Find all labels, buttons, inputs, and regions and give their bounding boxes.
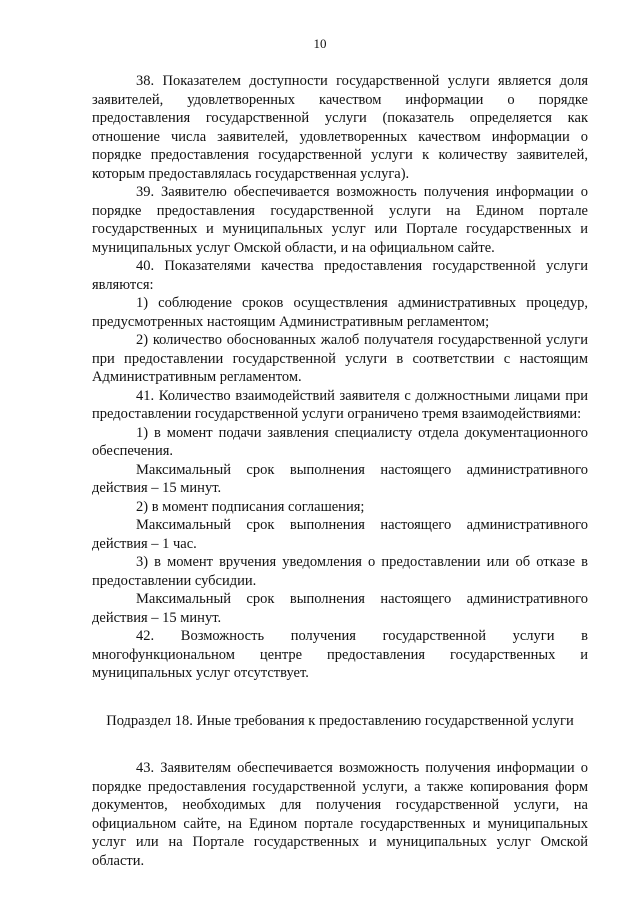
paragraph-41-item-2: 2) в момент подписания соглашения; xyxy=(136,498,365,515)
paragraph-42: 42. Возможность получения государственной услуги в многофункциональном центре предоставления государственных и муниципальных услуг отсутствует. xyxy=(92,628,588,681)
subsection-heading: Подраздел 18. Иные требования к предоставлению государственной услуги xyxy=(106,712,574,729)
paragraph-39: 39. Заявителю обеспечивается возможность получения информации о порядке предоставления государственной услуги на Едином портале государственных и муниципальных услуг или Портале государственных и муниципальных услуг Омской области, и на официальном сайте. xyxy=(92,184,588,256)
document-body xyxy=(92,72,588,870)
paragraph-41: 41. Количество взаимодействий заявителя с должностными лицами при предоставлении государственной услуги ограничено тремя взаимодействиями: xyxy=(92,387,588,422)
paragraph-41-item-2-deadline: Максимальный срок выполнения настоящего административного действия – 1 час. xyxy=(92,517,588,552)
paragraph-41-item-3-deadline: Максимальный срок выполнения настоящего административного действия – 15 минут. xyxy=(92,591,588,626)
paragraph-40-item-2: 2) количество обоснованных жалоб получателя государственной услуги при предоставлении государственной услуги в соответствии с настоящим Административным регламентом. xyxy=(92,332,588,385)
paragraph-40-item-1: 1) соблюдение сроков осуществления административных процедур, предусмотренных настоящим Административным регламентом; xyxy=(92,295,588,330)
paragraph-43: 43. Заявителям обеспечивается возможность получения информации о порядке предоставления государственной услуги, а также копирования форм документов, необходимых для получения государственной услуги, на официальном сайте, на Едином портале государственных и муниципальных услуг или на Портале государственных и муниципальных услуг Омской области. xyxy=(92,760,588,869)
paragraph-40: 40. Показателями качества предоставления государственной услуги являются: xyxy=(92,258,588,293)
paragraph-41-item-3: 3) в момент вручения уведомления о предоставлении или об отказе в предоставлении субсидии. xyxy=(92,554,588,589)
paragraph-38: 38. Показателем доступности государственной услуги является доля заявителей, удовлетворенных качеством информации о порядке предоставления государственной услуги (показатель определяется как отношение числа заявителей, удовлетворенных качеством информации о порядке предоставления государственной услуги к количеству заявителей, которым предоставлялась государственная услуга). xyxy=(92,73,588,182)
paragraph-41-item-1: 1) в момент подачи заявления специалисту отдела документационного обеспечения. xyxy=(92,424,588,459)
paragraph-41-item-1-deadline: Максимальный срок выполнения настоящего административного действия – 15 минут. xyxy=(92,461,588,496)
page-number: 10 xyxy=(313,36,327,51)
